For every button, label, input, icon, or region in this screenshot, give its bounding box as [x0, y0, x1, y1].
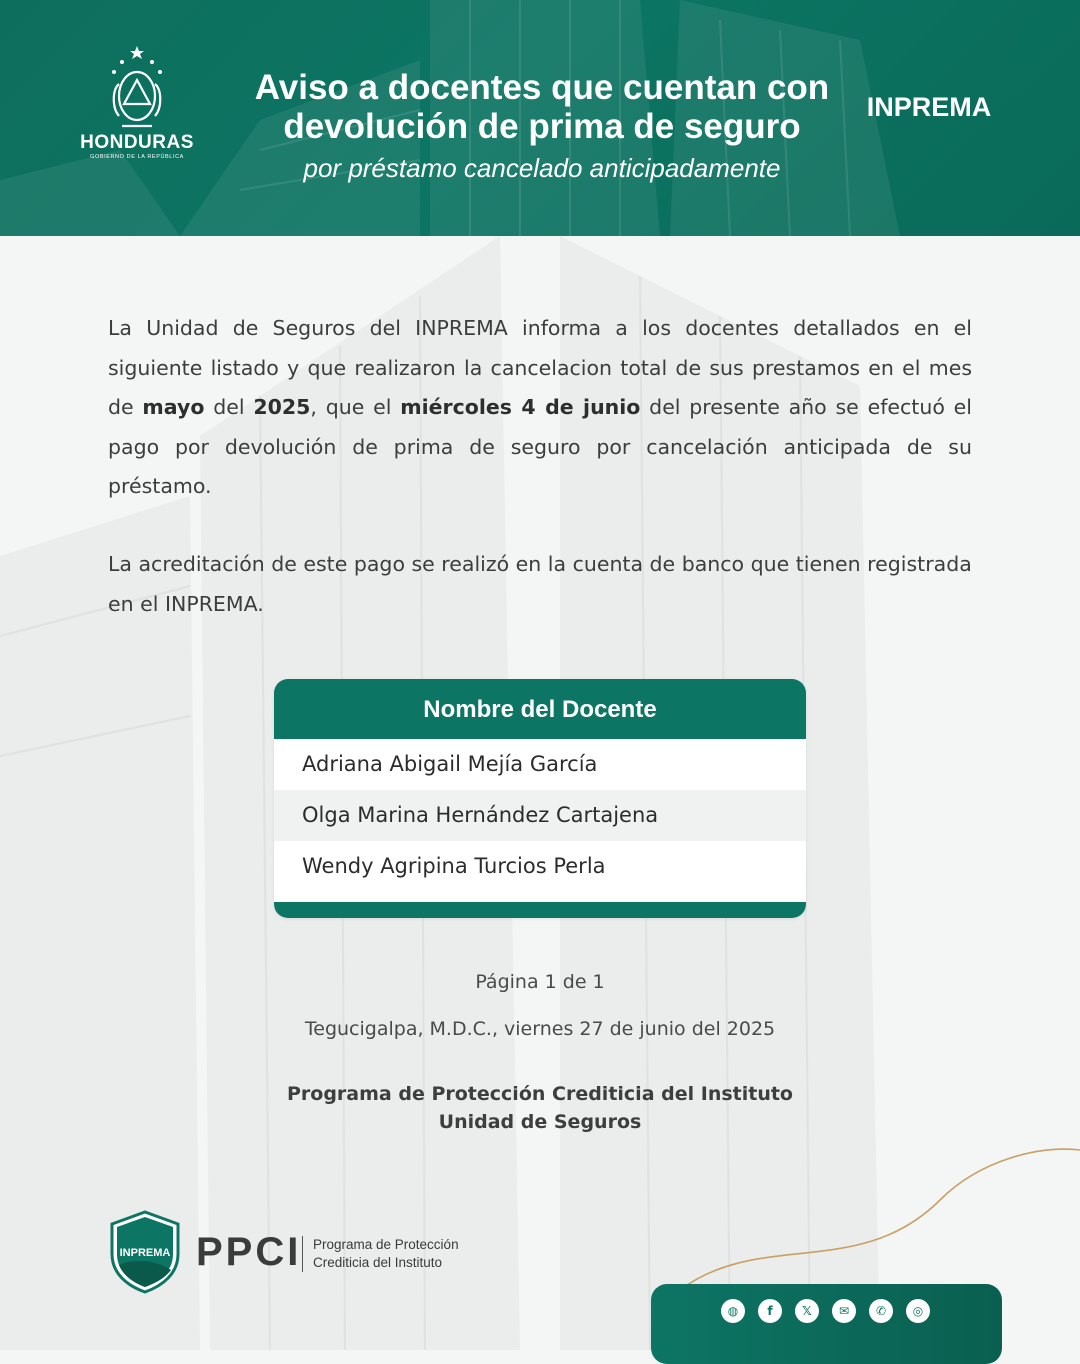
notice-paragraph-2: La acreditación de este pago se realizó en la cuenta de banco que tienen registrada en el INPREMA.	[108, 552, 972, 616]
government-subtitle: GOBIERNO DE LA REPÚBLICA	[90, 154, 184, 160]
page-number: Página 1 de 1	[475, 971, 605, 993]
honduras-wordmark: HONDURAS	[80, 132, 194, 153]
facebook-icon[interactable]: f	[758, 1299, 782, 1323]
email-icon[interactable]: ✉	[832, 1299, 856, 1323]
org-line-2: Unidad de Seguros	[438, 1111, 642, 1133]
page-title	[232, 68, 852, 146]
table-header: Nombre del Docente	[274, 679, 806, 739]
x-icon[interactable]: 𝕏	[795, 1299, 819, 1323]
table-footer-bar	[274, 902, 806, 918]
title-line-2: devolución de prima de seguro	[283, 107, 801, 146]
teachers-table	[274, 679, 806, 918]
inprema-shield-logo	[110, 1210, 180, 1294]
table-row: Olga Marina Hernández Cartajena	[274, 790, 806, 841]
table-row: Adriana Abigail Mejía García	[302, 752, 598, 776]
ppci-divider	[302, 1236, 303, 1272]
ppci-logo-text: PPCI	[196, 1230, 302, 1274]
whatsapp-icon[interactable]: ✆	[869, 1299, 893, 1323]
ppci-description: Programa de Protección Crediticia del Instituto	[313, 1237, 459, 1270]
page-subtitle: por préstamo cancelado anticipadamente	[303, 153, 781, 183]
org-line-1: Programa de Protección Crediticia del Instituto	[286, 1083, 793, 1105]
table-row: Wendy Agripina Turcios Perla	[302, 854, 606, 878]
social-media-bar	[651, 1284, 1002, 1364]
notice-paragraph-1: La Unidad de Seguros del INPREMA informa a los docentes detallados en el siguiente listado y que realizaron la cancelacion total de sus prestamos en el mes de mayo del 2025, que el miércoles 4 de junio del presente año se efectuó el pago por devolución de prima de seguro por cancelación anticipada de su préstamo.	[108, 316, 972, 498]
bold-date: miércoles 4 de junio	[400, 395, 641, 419]
shield-logo-text: INPREMA	[119, 1247, 171, 1259]
bold-month: mayo	[142, 395, 205, 419]
title-line-1: Aviso a docentes que cuentan con	[254, 68, 830, 107]
inprema-logo-text: INPREMA	[866, 92, 992, 122]
instagram-icon[interactable]: ◎	[906, 1299, 930, 1323]
header-banner	[0, 0, 1080, 236]
globe-icon[interactable]: ◍	[721, 1299, 745, 1323]
date-location: Tegucigalpa, M.D.C., viernes 27 de junio del 2025	[304, 1018, 776, 1040]
bold-year: 2025	[253, 395, 311, 419]
signature-block	[140, 1080, 940, 1136]
